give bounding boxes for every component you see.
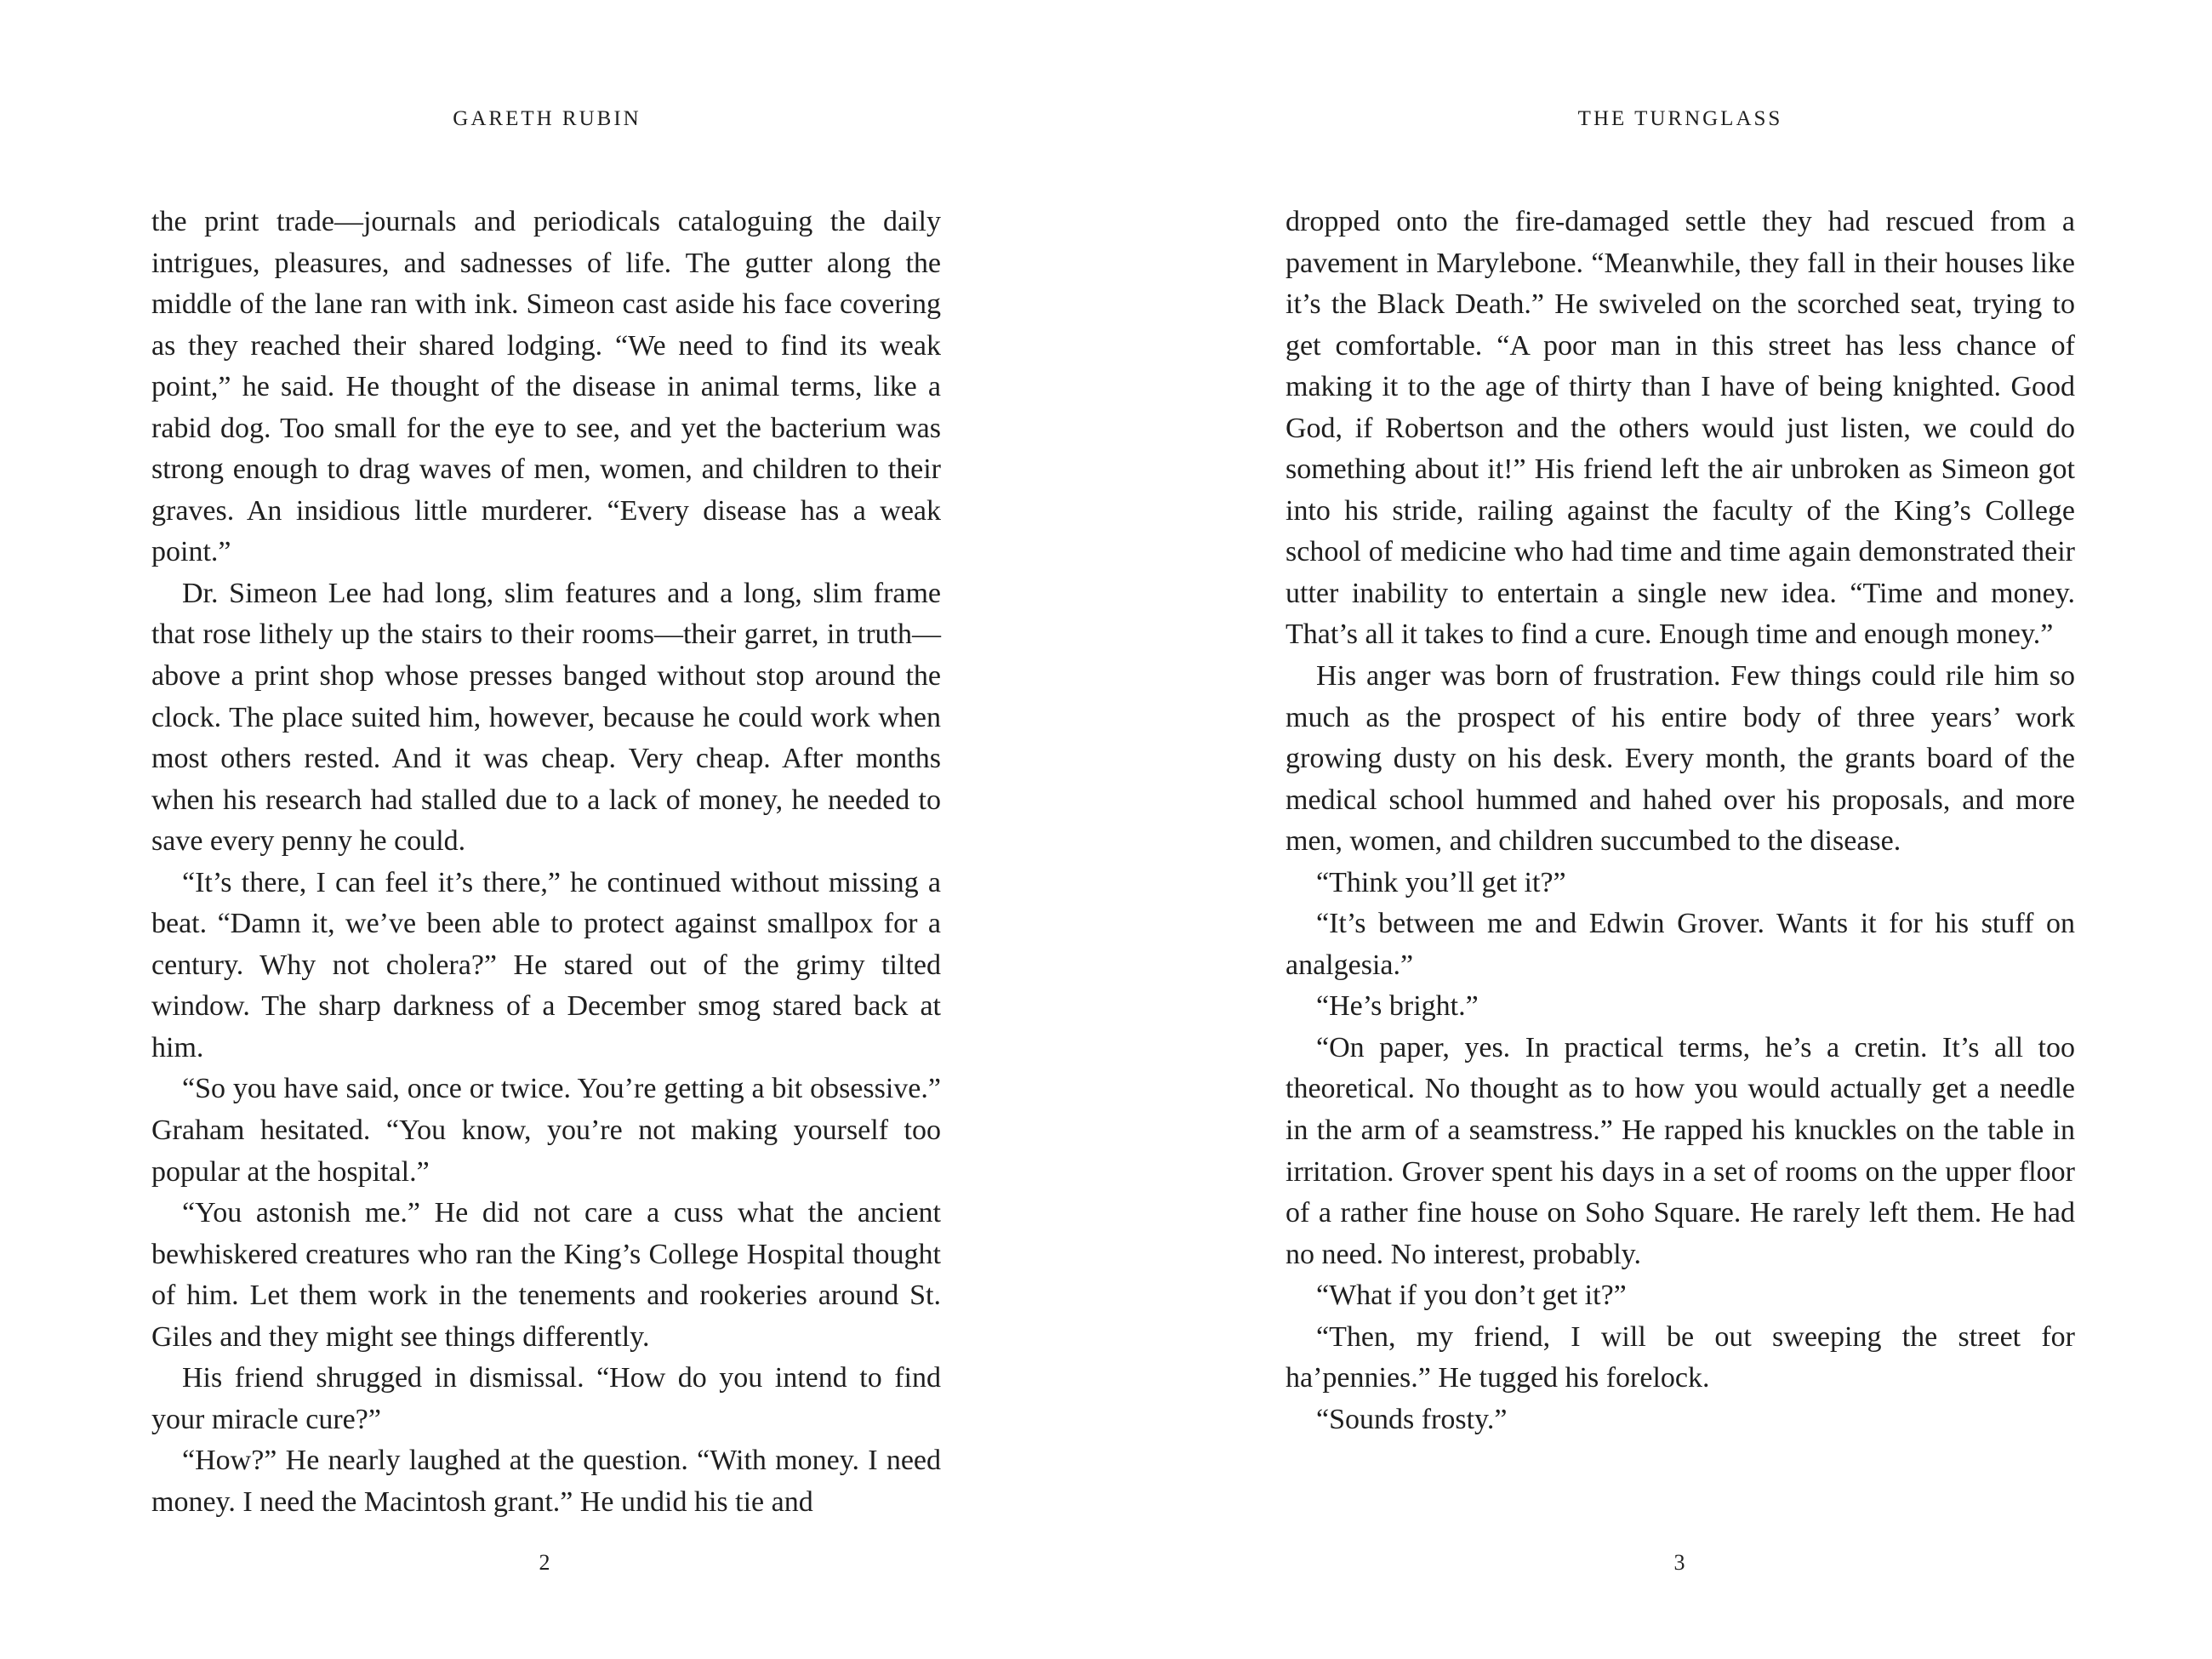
paragraph: “Then, my friend, I will be out sweeping the street for ha’pennies.” He tugged his forelock. bbox=[1286, 1320, 2075, 1394]
running-head-title: THE TURNGLASS bbox=[1577, 107, 1783, 130]
paragraph: “Sounds frosty.” bbox=[1316, 1403, 1508, 1435]
body-text bbox=[151, 202, 941, 1524]
paragraph: dropped onto the fire-damaged settle they had rescued from a pavement in Marylebone. “Meanwhile, they fall in their houses like it’s the Black Death.” He swiveled on the scorched seat, trying to get comfortable. “A poor man in this street has less chance of making it to the age of thirty than I have of being knighted. Good God, if Robertson and the others would just listen, we could do something about it!” His friend left the air unbroken as Simeon got into his stride, railing against the faculty of the King’s College school of medicine who had time and time again demonstrated their utter inability to entertain a single new idea. “Time and money. That’s all it takes to find a cure. Enough time and enough money.” bbox=[1286, 206, 2075, 651]
page-number: 2 bbox=[539, 1550, 550, 1575]
paragraph: “What if you don’t get it?” bbox=[1316, 1280, 1627, 1312]
paragraph: His friend shrugged in dismissal. “How do you intend to find your miracle cure?” bbox=[151, 1362, 941, 1435]
body-text bbox=[1286, 202, 2075, 1440]
paragraph: Dr. Simeon Lee had long, slim features and a long, slim frame that rose lithely up the stairs to their rooms—their garret, in truth—above a print shop whose presses banged without stop around the clock. The place suited him, however, because he could work when most others rested. And it was cheap. Very cheap. After months when his research had stalled due to a lack of money, he needed to save every penny he could. bbox=[151, 577, 941, 858]
page-number: 3 bbox=[1673, 1550, 1685, 1575]
paragraph: “On paper, yes. In practical terms, he’s a cretin. It’s all too theoretical. No thought as to how you would actually get a needle in the arm of a seamstress.” He rapped his knuckles on the table in irritation. Grover spent his days in a set of rooms on the upper floor of a rather fine house on Soho Square. He rarely left them. He had no need. No interest, probably. bbox=[1286, 1031, 2075, 1270]
paragraph: “Think you’ll get it?” bbox=[1316, 866, 1566, 898]
paragraph: “He’s bright.” bbox=[1316, 990, 1479, 1023]
paragraph: “It’s between me and Edwin Grover. Wants it for his stuff on analgesia.” bbox=[1286, 908, 2075, 981]
paragraph: the print trade—journals and periodicals cataloguing the daily intrigues, pleasures, and sadnesses of life. The gutter along the middle of the lane ran with ink. Simeon cast aside his face covering as they reached their shared lodging. “We need to find its weak point,” he said. He thought of the disease in animal terms, like a rabid dog. Too small for the eye to see, and yet the bacterium was strong enough to drag waves of men, women, and children to their graves. An insidious little murderer. “Every disease has a weak point.” bbox=[151, 206, 941, 568]
paragraph: “So you have said, once or twice. You’re getting a bit obsessive.” Graham hesitated. “You know, you’re not making yourself too popular at the hospital.” bbox=[151, 1073, 941, 1188]
running-head-author: GARETH RUBIN bbox=[453, 107, 641, 130]
paragraph: “You astonish me.” He did not care a cuss what the ancient bewhiskered creatures who ran the King’s College Hospital thought of him. Let them work in the tenements and rookeries around St. Giles and they might see things differently. bbox=[151, 1197, 941, 1353]
paragraph: “How?” He nearly laughed at the question. “With money. I need money. I need the Macintosh grant.” He undid his tie and bbox=[151, 1445, 941, 1518]
right-page bbox=[1106, 0, 2212, 1659]
paragraph: “It’s there, I can feel it’s there,” he continued without missing a beat. “Damn it, we’ve been able to protect against smallpox for a century. Why not cholera?” He stared out of the grimy tilted window. The sharp darkness of a December smog stared back at him. bbox=[151, 866, 941, 1063]
paragraph: His anger was born of frustration. Few things could rile him so much as the prospect of his entire body of three years’ work growing dusty on his desk. Every month, the grants board of the medical school hummed and hahed over his proposals, and more men, women, and children succumbed to the disease. bbox=[1286, 660, 2075, 858]
